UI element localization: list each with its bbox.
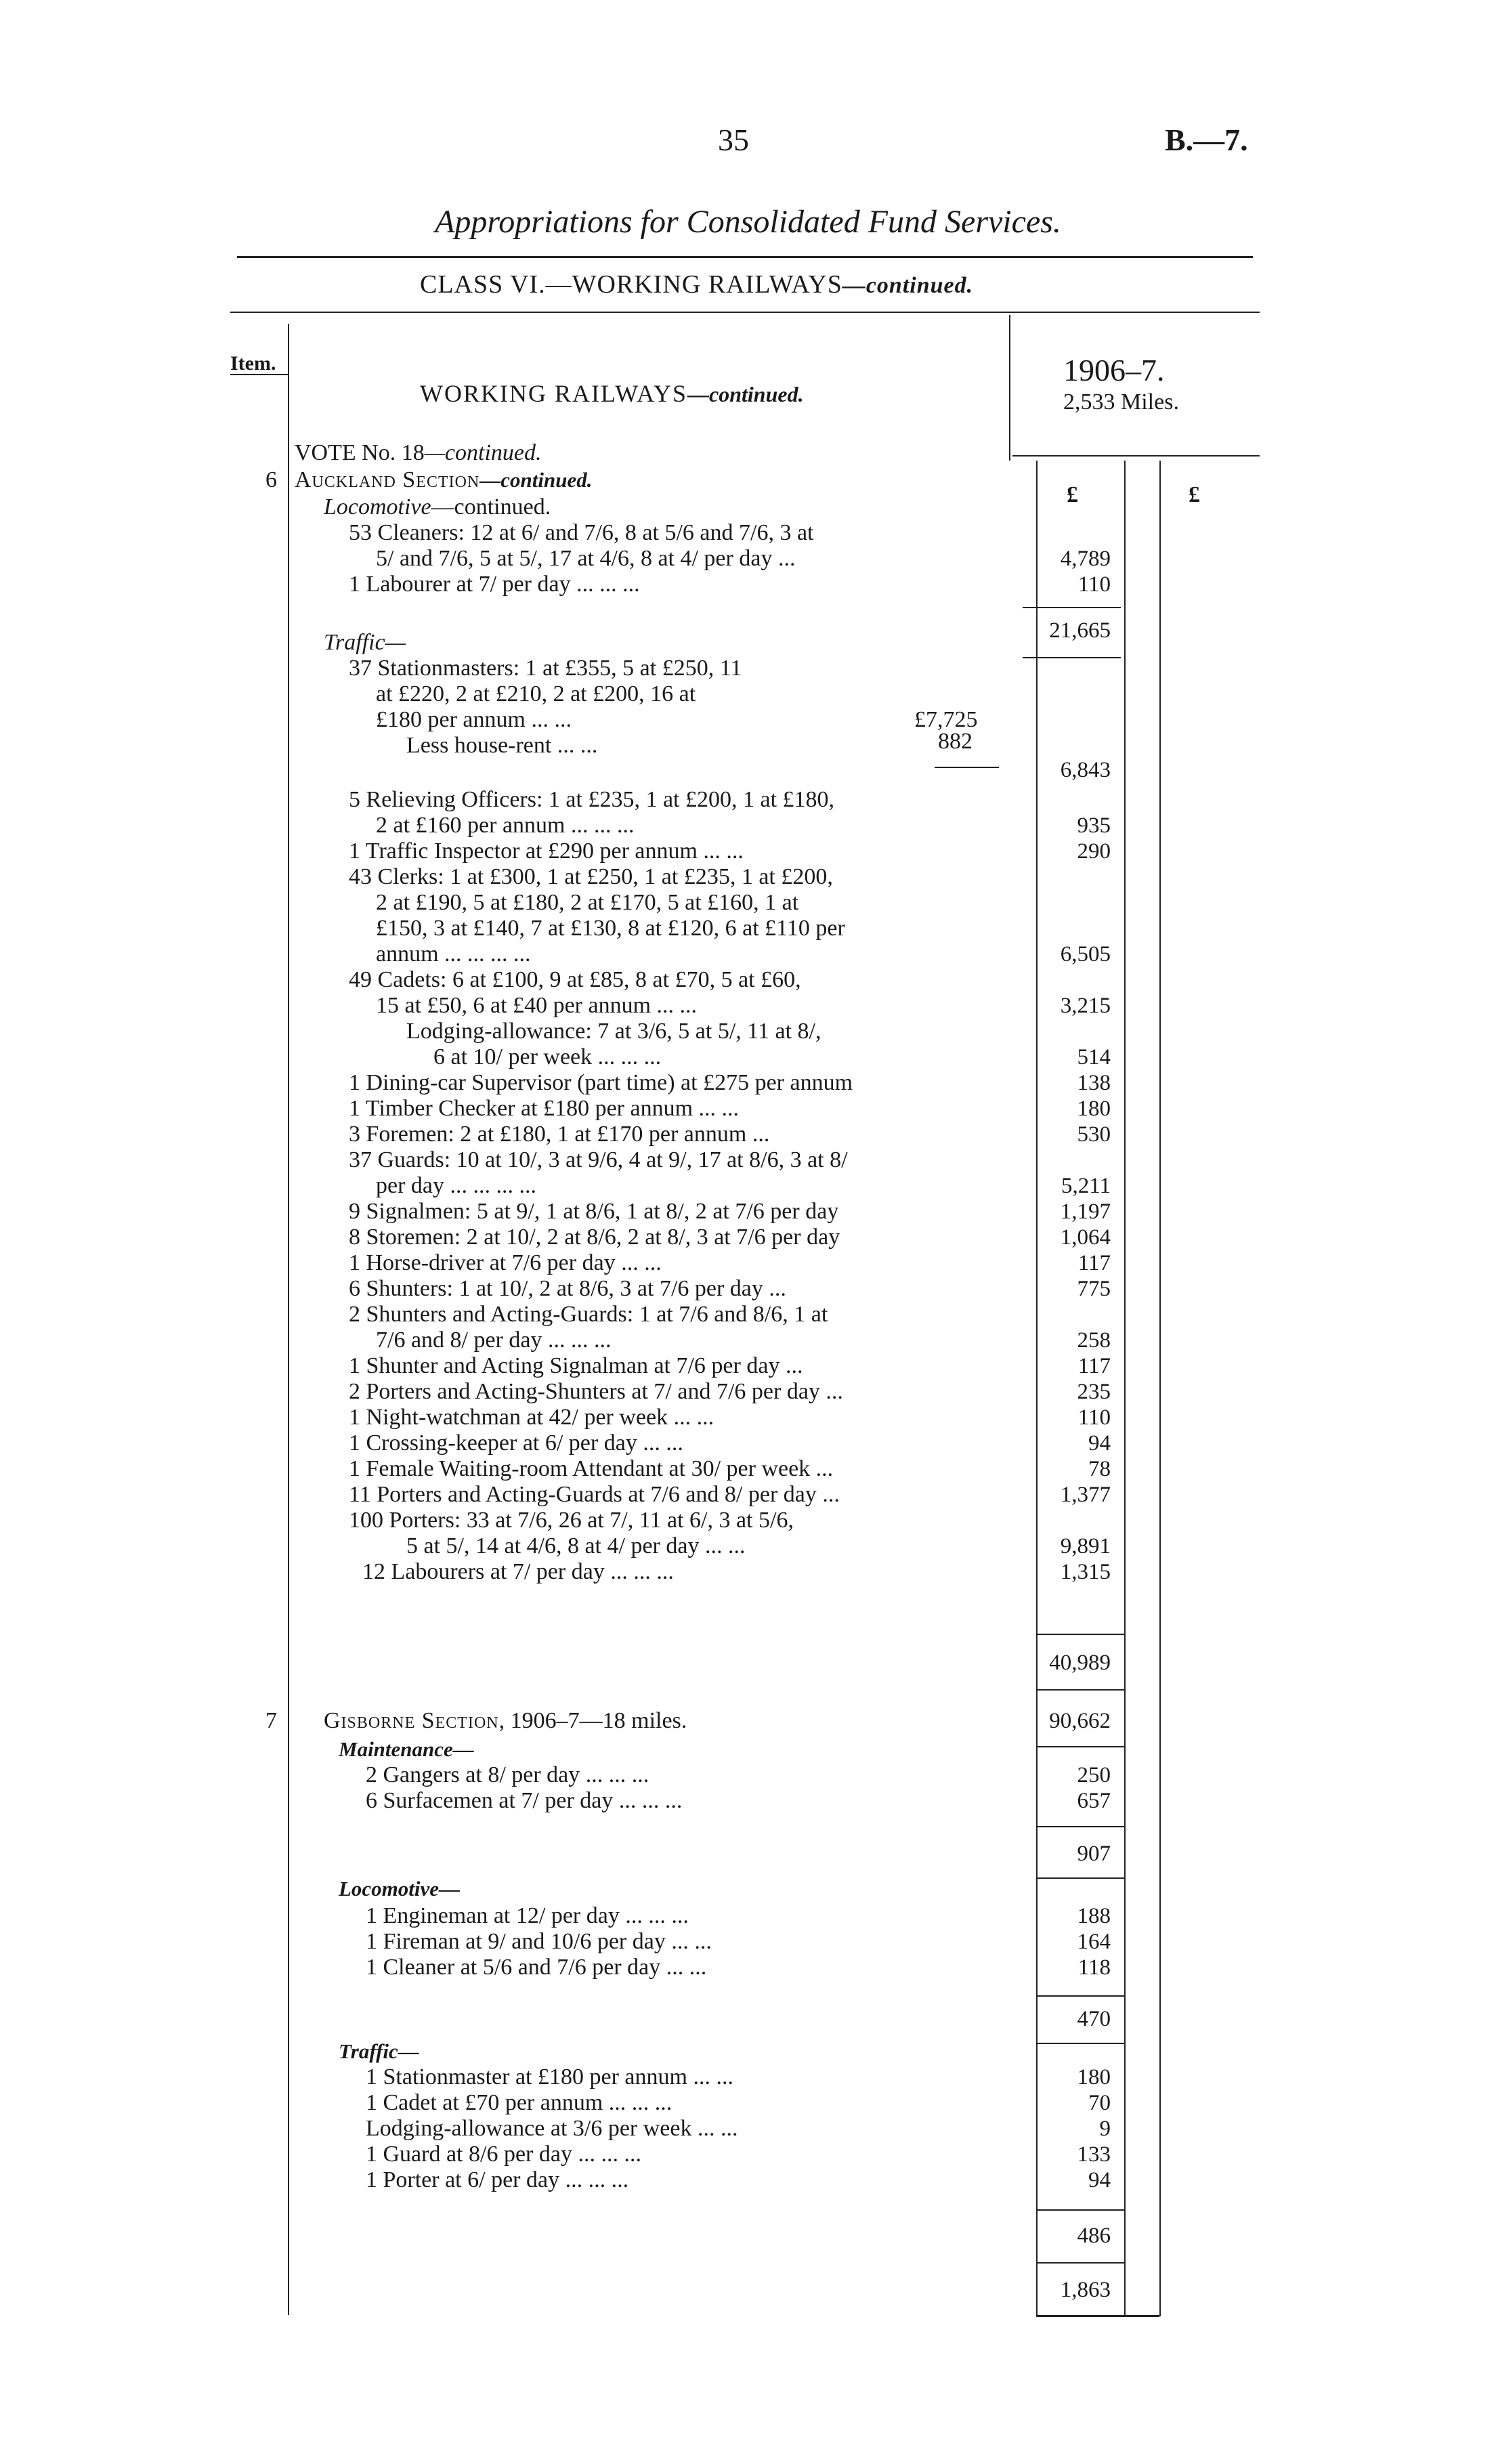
line-stationmaster: 1 Stationmaster at £180 per annum ... ... xyxy=(366,2064,733,2089)
line-relieving-2: 2 at £160 per annum ... ... ... xyxy=(376,813,635,838)
line-surfacemen: 6 Surfacemen at 7/ per day ... ... ... xyxy=(366,1788,683,1813)
line-guards-2: per day ... ... ... ... xyxy=(376,1173,537,1198)
item-number-7: 7 xyxy=(265,1708,277,1733)
line-timber-checker: 1 Timber Checker at £180 per annum ... ... xyxy=(349,1096,740,1121)
line-porters-2: 5 at 5/, 14 at 4/6, 8 at 4/ per day ... ... xyxy=(406,1533,746,1558)
line-cadets-1: 49 Cadets: 6 at £100, 9 at £85, 8 at £70, 5 at £60, xyxy=(349,967,801,992)
document-reference: B.—7. xyxy=(1165,123,1248,157)
line-porters-1: 100 Porters: 33 at 7/6, 26 at 7/, 11 at 6/, 3 at 5/6, xyxy=(349,1508,794,1533)
line-cleaners-1: 53 Cleaners: 12 at 6/ and 7/6, 8 at 5/6 and 7/6, 3 at xyxy=(349,520,814,545)
value-lodging-allowance: 9 xyxy=(1099,2117,1111,2141)
line-dining-car: 1 Dining-car Supervisor (part time) at £275 per annum xyxy=(349,1070,853,1095)
pound-unit-col1: £ xyxy=(1067,482,1078,507)
class-heading xyxy=(420,270,973,299)
gisborne-section-name: Gisborne Section xyxy=(324,1708,499,1733)
value-shunters: 775 xyxy=(1077,1277,1111,1301)
subtotal-rule xyxy=(1036,2209,1124,2211)
line-cleaners-2: 5/ and 7/6, 5 at 5/, 17 at 4/6, 8 at 4/ per day ... xyxy=(376,546,796,571)
gisborne-section-title xyxy=(324,1708,687,1734)
line-cadet: 1 Cadet at £70 per annum ... ... ... xyxy=(366,2090,672,2115)
auckland-section-name: Auckland Section xyxy=(295,467,480,492)
bottom-rule xyxy=(1036,2315,1159,2317)
line-traffic-inspector: 1 Traffic Inspector at £290 per annum ... ... xyxy=(349,838,744,864)
value-timber: 180 xyxy=(1077,1097,1111,1121)
auckland-section-suffix: —continued. xyxy=(479,468,593,492)
value-gisborne-traffic-total: 486 xyxy=(1077,2224,1111,2248)
value-surfacemen: 657 xyxy=(1077,1789,1111,1813)
line-cadets-2: 15 at £50, 6 at £40 per annum ... ... xyxy=(376,993,698,1018)
amount-column-rule-right xyxy=(1159,461,1161,2316)
value-signalmen: 1,197 xyxy=(1060,1199,1111,1224)
value-stationmasters-rent: 882 xyxy=(938,729,973,754)
year-header-rule xyxy=(1012,455,1260,456)
subtotal-rule xyxy=(1036,2043,1124,2044)
vote-label-text: VOTE No. 18 xyxy=(295,440,425,465)
vote-label xyxy=(295,440,542,466)
value-porters-shunters: 235 xyxy=(1077,1380,1111,1404)
class-heading-text: CLASS VI.—WORKING RAILWAYS xyxy=(420,270,842,299)
value-horse: 117 xyxy=(1077,1251,1111,1275)
line-relieving-1: 5 Relieving Officers: 1 at £235, 1 at £200, 1 at £180, xyxy=(349,787,835,812)
line-stationmasters-3: £180 per annum ... ... xyxy=(376,707,572,732)
line-guards-1: 37 Guards: 10 at 10/, 3 at 9/6, 4 at 9/, 17 at 8/6, 3 at 8/ xyxy=(349,1147,848,1172)
item-number-6: 6 xyxy=(265,467,277,492)
page-title: Appropriations for Consolidated Fund Services. xyxy=(435,204,1061,240)
line-clerks-4: annum ... ... ... ... xyxy=(376,941,531,967)
subtotal-rule xyxy=(1036,1746,1124,1747)
amount-column-rule-mid xyxy=(1124,461,1126,2316)
auckland-locomotive-heading xyxy=(324,494,551,520)
value-maintenance-total: 907 xyxy=(1077,1842,1111,1866)
gisborne-locomotive-heading: Locomotive— xyxy=(339,1877,461,1900)
gisborne-traffic-heading: Traffic— xyxy=(339,2039,419,2063)
value-stationmasters-gross: £7,725 xyxy=(914,707,978,732)
value-storemen: 1,064 xyxy=(1060,1225,1111,1250)
section-heading xyxy=(420,379,804,408)
value-clerks: 6,505 xyxy=(1060,942,1111,967)
section-heading-suffix: —continued. xyxy=(687,382,804,406)
line-porters-guards: 11 Porters and Acting-Guards at 7/6 and 8/ per day ... xyxy=(349,1482,840,1507)
pound-unit-col2: £ xyxy=(1189,482,1200,507)
value-porters: 9,891 xyxy=(1060,1534,1111,1558)
line-lodging-1: Lodging-allowance: 7 at 3/6, 5 at 5/, 11 at 8/, xyxy=(406,1019,821,1044)
value-cleaner: 118 xyxy=(1077,1955,1111,1980)
class-heading-suffix: —continued. xyxy=(842,273,974,298)
value-cadet: 70 xyxy=(1088,2091,1111,2115)
line-foremen: 3 Foremen: 2 at £180, 1 at £170 per annum ... xyxy=(349,1122,770,1147)
value-guard: 133 xyxy=(1077,2142,1111,2167)
line-stationmasters-1: 37 Stationmasters: 1 at £355, 5 at £250, 11 xyxy=(349,656,742,681)
desc-column-rule-top xyxy=(1009,315,1010,461)
subtotal-rule xyxy=(1036,2262,1124,2264)
value-traffic-total: 40,989 xyxy=(1049,1651,1111,1675)
value-inspector: 290 xyxy=(1077,839,1111,864)
value-cadets: 3,215 xyxy=(1060,994,1111,1018)
page-number: 35 xyxy=(718,123,749,157)
value-lodging: 514 xyxy=(1077,1045,1111,1069)
line-female-attendant: 1 Female Waiting-room Attendant at 30/ per week ... xyxy=(349,1456,834,1481)
line-clerks-1: 43 Clerks: 1 at £300, 1 at £250, 1 at £235, 1 at £200, xyxy=(349,864,833,889)
miles-header: 2,533 Miles. xyxy=(1063,389,1179,415)
title-rule xyxy=(237,256,1253,258)
value-gangers: 250 xyxy=(1077,1763,1111,1787)
value-shunter-signal: 117 xyxy=(1077,1354,1111,1378)
value-labourer: 110 xyxy=(1077,572,1111,597)
line-shunters-guards-2: 7/6 and 8/ per day ... ... ... xyxy=(376,1327,612,1353)
value-guards: 5,211 xyxy=(1061,1174,1111,1198)
line-labourer: 1 Labourer at 7/ per day ... ... ... xyxy=(349,572,640,597)
value-crossing: 94 xyxy=(1088,1431,1111,1456)
line-fireman: 1 Fireman at 9/ and 10/6 per day ... ... xyxy=(366,1929,712,1954)
value-engineman: 188 xyxy=(1077,1904,1111,1928)
value-foremen: 530 xyxy=(1077,1122,1111,1147)
line-shunters-guards-1: 2 Shunters and Acting-Guards: 1 at 7/6 and 8/6, 1 at xyxy=(349,1302,828,1327)
locomotive-heading-text: Locomotive xyxy=(324,494,431,519)
auckland-traffic-heading: Traffic— xyxy=(324,630,406,655)
value-stationmasters-net: 6,843 xyxy=(1060,758,1111,782)
line-clerks-2: 2 at £190, 5 at £180, 2 at £170, 5 at £160, 1 at xyxy=(376,890,799,915)
inner-rule xyxy=(935,767,999,768)
line-guard: 1 Guard at 8/6 per day ... ... ... xyxy=(366,2142,641,2167)
line-crossing-keeper: 1 Crossing-keeper at 6/ per day ... ... xyxy=(349,1430,683,1456)
subtotal-rule xyxy=(1036,1877,1124,1879)
subtotal-rule xyxy=(1036,1826,1124,1827)
line-cleaner: 1 Cleaner at 5/6 and 7/6 per day ... ... xyxy=(366,1955,707,1980)
auckland-section-title xyxy=(295,467,593,493)
subtotal-rule xyxy=(1036,1634,1124,1635)
subtotal-rule xyxy=(1036,1689,1124,1691)
subtotal-rule xyxy=(1036,1995,1124,1997)
line-lodging-allowance: Lodging-allowance at 3/6 per week ... ... xyxy=(366,2116,738,2141)
table-top-rule xyxy=(230,312,1260,313)
value-gisborne-loco-total: 470 xyxy=(1077,2007,1111,2031)
line-signalmen: 9 Signalmen: 5 at 9/, 1 at 8/6, 1 at 8/, 2 at 7/6 per day xyxy=(349,1199,839,1224)
line-storemen: 8 Storemen: 2 at 10/, 2 at 8/6, 2 at 8/, 3 at 7/6 per day xyxy=(349,1225,840,1250)
value-fireman: 164 xyxy=(1077,1930,1111,1954)
line-shunter-signalman: 1 Shunter and Acting Signalman at 7/6 per day ... xyxy=(349,1353,803,1378)
line-engineman: 1 Engineman at 12/ per day ... ... ... xyxy=(366,1903,689,1928)
line-shunters: 6 Shunters: 1 at 10/, 2 at 8/6, 3 at 7/6 per day ... xyxy=(349,1276,786,1301)
section-heading-text: WORKING RAILWAYS xyxy=(420,380,687,407)
line-porter: 1 Porter at 6/ per day ... ... ... xyxy=(366,2167,629,2192)
gisborne-maintenance-heading: Maintenance— xyxy=(339,1737,474,1761)
gisborne-section-suffix: , 1906–7—18 miles. xyxy=(498,1708,687,1733)
value-shunters-guards: 258 xyxy=(1077,1328,1111,1353)
value-locomotive-total: 21,665 xyxy=(1049,618,1111,643)
subtotal-rule xyxy=(1023,607,1121,608)
line-horse-driver: 1 Horse-driver at 7/6 per day ... ... xyxy=(349,1250,662,1275)
subtotal-rule xyxy=(1023,657,1121,658)
value-cleaners: 4,789 xyxy=(1060,547,1111,571)
line-gangers: 2 Gangers at 8/ per day ... ... ... xyxy=(366,1762,649,1787)
value-labourers: 1,315 xyxy=(1060,1560,1111,1584)
value-dining: 138 xyxy=(1077,1071,1111,1095)
line-labourers: 12 Labourers at 7/ per day ... ... ... xyxy=(362,1559,674,1584)
item-column-header: Item. xyxy=(230,352,276,375)
line-stationmasters-2: at £220, 2 at £210, 2 at £200, 16 at xyxy=(376,681,696,706)
item-column-rule xyxy=(288,324,289,2315)
line-night-watchman: 1 Night-watchman at 42/ per week ... ... xyxy=(349,1405,714,1430)
value-female: 78 xyxy=(1088,1457,1111,1481)
line-porters-shunters: 2 Porters and Acting-Shunters at 7/ and 7/6 per day ... xyxy=(349,1379,843,1404)
value-stationmaster: 180 xyxy=(1077,2065,1111,2089)
value-gisborne-total: 1,863 xyxy=(1060,2278,1111,2302)
line-stationmasters-4: Less house-rent ... ... xyxy=(406,733,598,758)
value-auckland-total: 90,662 xyxy=(1049,1709,1111,1733)
value-watchman: 110 xyxy=(1077,1405,1111,1430)
line-lodging-2: 6 at 10/ per week ... ... ... xyxy=(433,1044,662,1069)
vote-label-suffix: —continued. xyxy=(424,440,542,465)
line-clerks-3: £150, 3 at £140, 7 at £130, 8 at £120, 6 at £110 per xyxy=(376,916,845,941)
locomotive-heading-suffix: —continued. xyxy=(431,494,551,519)
year-header: 1906–7. xyxy=(1063,353,1165,387)
value-relieving: 935 xyxy=(1077,813,1111,838)
value-porters-guards: 1,377 xyxy=(1060,1483,1111,1507)
value-porter: 94 xyxy=(1088,2168,1111,2192)
